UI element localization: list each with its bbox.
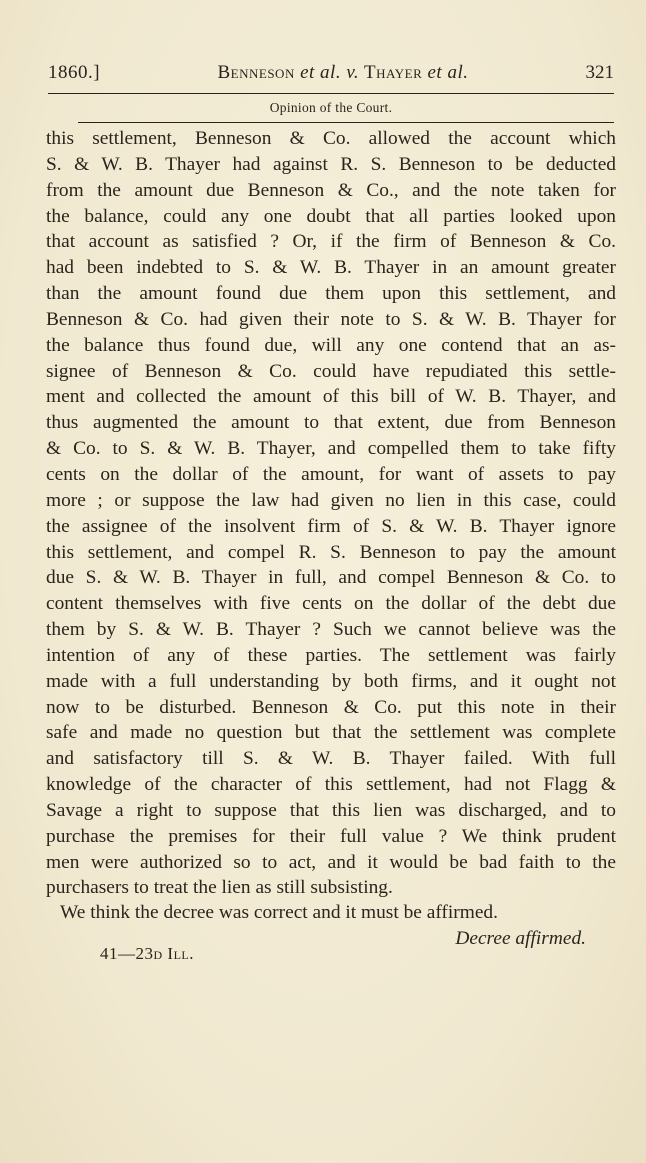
caption-defendant: Thayer (364, 62, 423, 83)
page-number: 321 (585, 62, 614, 83)
caption-etal-2: et al. (427, 62, 469, 83)
caption-etal-1: et al. (300, 62, 342, 83)
case-caption (178, 62, 508, 84)
caption-plaintiff: Benneson (217, 62, 295, 83)
signature-mark: 41—23d Ill. (100, 944, 194, 963)
subhead-rule (78, 122, 614, 123)
text-line: due S. & W. B. Thayer in full, and compel Benneson & Co. to (46, 567, 616, 589)
text-line: Savage a right to suppose that this lien was discharged, and to (46, 799, 616, 821)
running-head (48, 60, 614, 90)
text-line: S. & W. B. Thayer had against R. S. Benneson to be deducted (46, 153, 616, 175)
conclusion-line: We think the decree was correct and it must be affirmed. (60, 902, 498, 923)
decree-line: Decree affirmed. (455, 928, 586, 949)
text-line: purchasers to treat the lien as still subsisting. (46, 877, 393, 899)
text-line: that account as satisfied ? Or, if the firm of Benneson & Co. (46, 231, 616, 253)
text-line: now to be disturbed. Benneson & Co. put this note in their (46, 696, 616, 718)
text-line: them by S. & W. B. Thayer ? Such we cannot believe was the (46, 619, 616, 641)
text-line: the balance, could any one doubt that all parties looked upon (46, 205, 616, 227)
text-line: than the amount found due them upon this settlement, and (46, 283, 616, 305)
text-line: safe and made no question but that the settlement was complete (46, 722, 616, 744)
caption-versus: v. (346, 62, 360, 83)
text-line: ment and collected the amount of this bill of W. B. Thayer, and (46, 386, 616, 408)
opinion-body (46, 126, 616, 901)
page-year: 1860.] (48, 62, 101, 83)
text-line: and satisfactory till S. & W. B. Thayer failed. With full (46, 748, 616, 770)
text-line: signee of Benneson & Co. could have repudiated this settle- (46, 360, 616, 382)
text-line: cents on the dollar of the amount, for want of assets to pay (46, 463, 616, 485)
text-line: & Co. to S. & W. B. Thayer, and compelled them to take fifty (46, 438, 616, 460)
text-line: content themselves with five cents on the dollar of the debt due (46, 593, 616, 615)
section-subhead: Opinion of the Court. (269, 100, 393, 115)
text-line: intention of any of these parties. The settlement was fairly (46, 644, 616, 666)
text-line: Benneson & Co. had given their note to S. & W. B. Thayer for (46, 308, 616, 330)
text-line: this settlement, Benneson & Co. allowed the account which (46, 128, 616, 149)
text-line: the balance thus found due, will any one contend that an as- (46, 334, 616, 356)
text-line: made with a full understanding by both firms, and it ought not (46, 670, 616, 692)
text-line: purchase the premises for their full value ? We think prudent (46, 825, 616, 847)
text-line: thus augmented the amount to that extent, due from Benneson (46, 412, 616, 434)
text-line: the assignee of the insolvent firm of S. & W. B. Thayer ignore (46, 515, 616, 537)
text-line: men were authorized so to act, and it would be bad faith to the (46, 851, 616, 873)
text-line: had been indebted to S. & W. B. Thayer in an amount greater (46, 257, 616, 279)
conclusion-paragraph (46, 900, 616, 926)
text-line: this settlement, and compel R. S. Benneson to pay the amount (46, 541, 616, 563)
text-line: from the amount due Benneson & Co., and the note taken for (46, 179, 616, 201)
text-line: knowledge of the character of this settlement, had not Flagg & (46, 774, 616, 796)
header-rule (48, 93, 614, 94)
text-line: more ; or suppose the law had given no lien in this case, could (46, 489, 616, 511)
